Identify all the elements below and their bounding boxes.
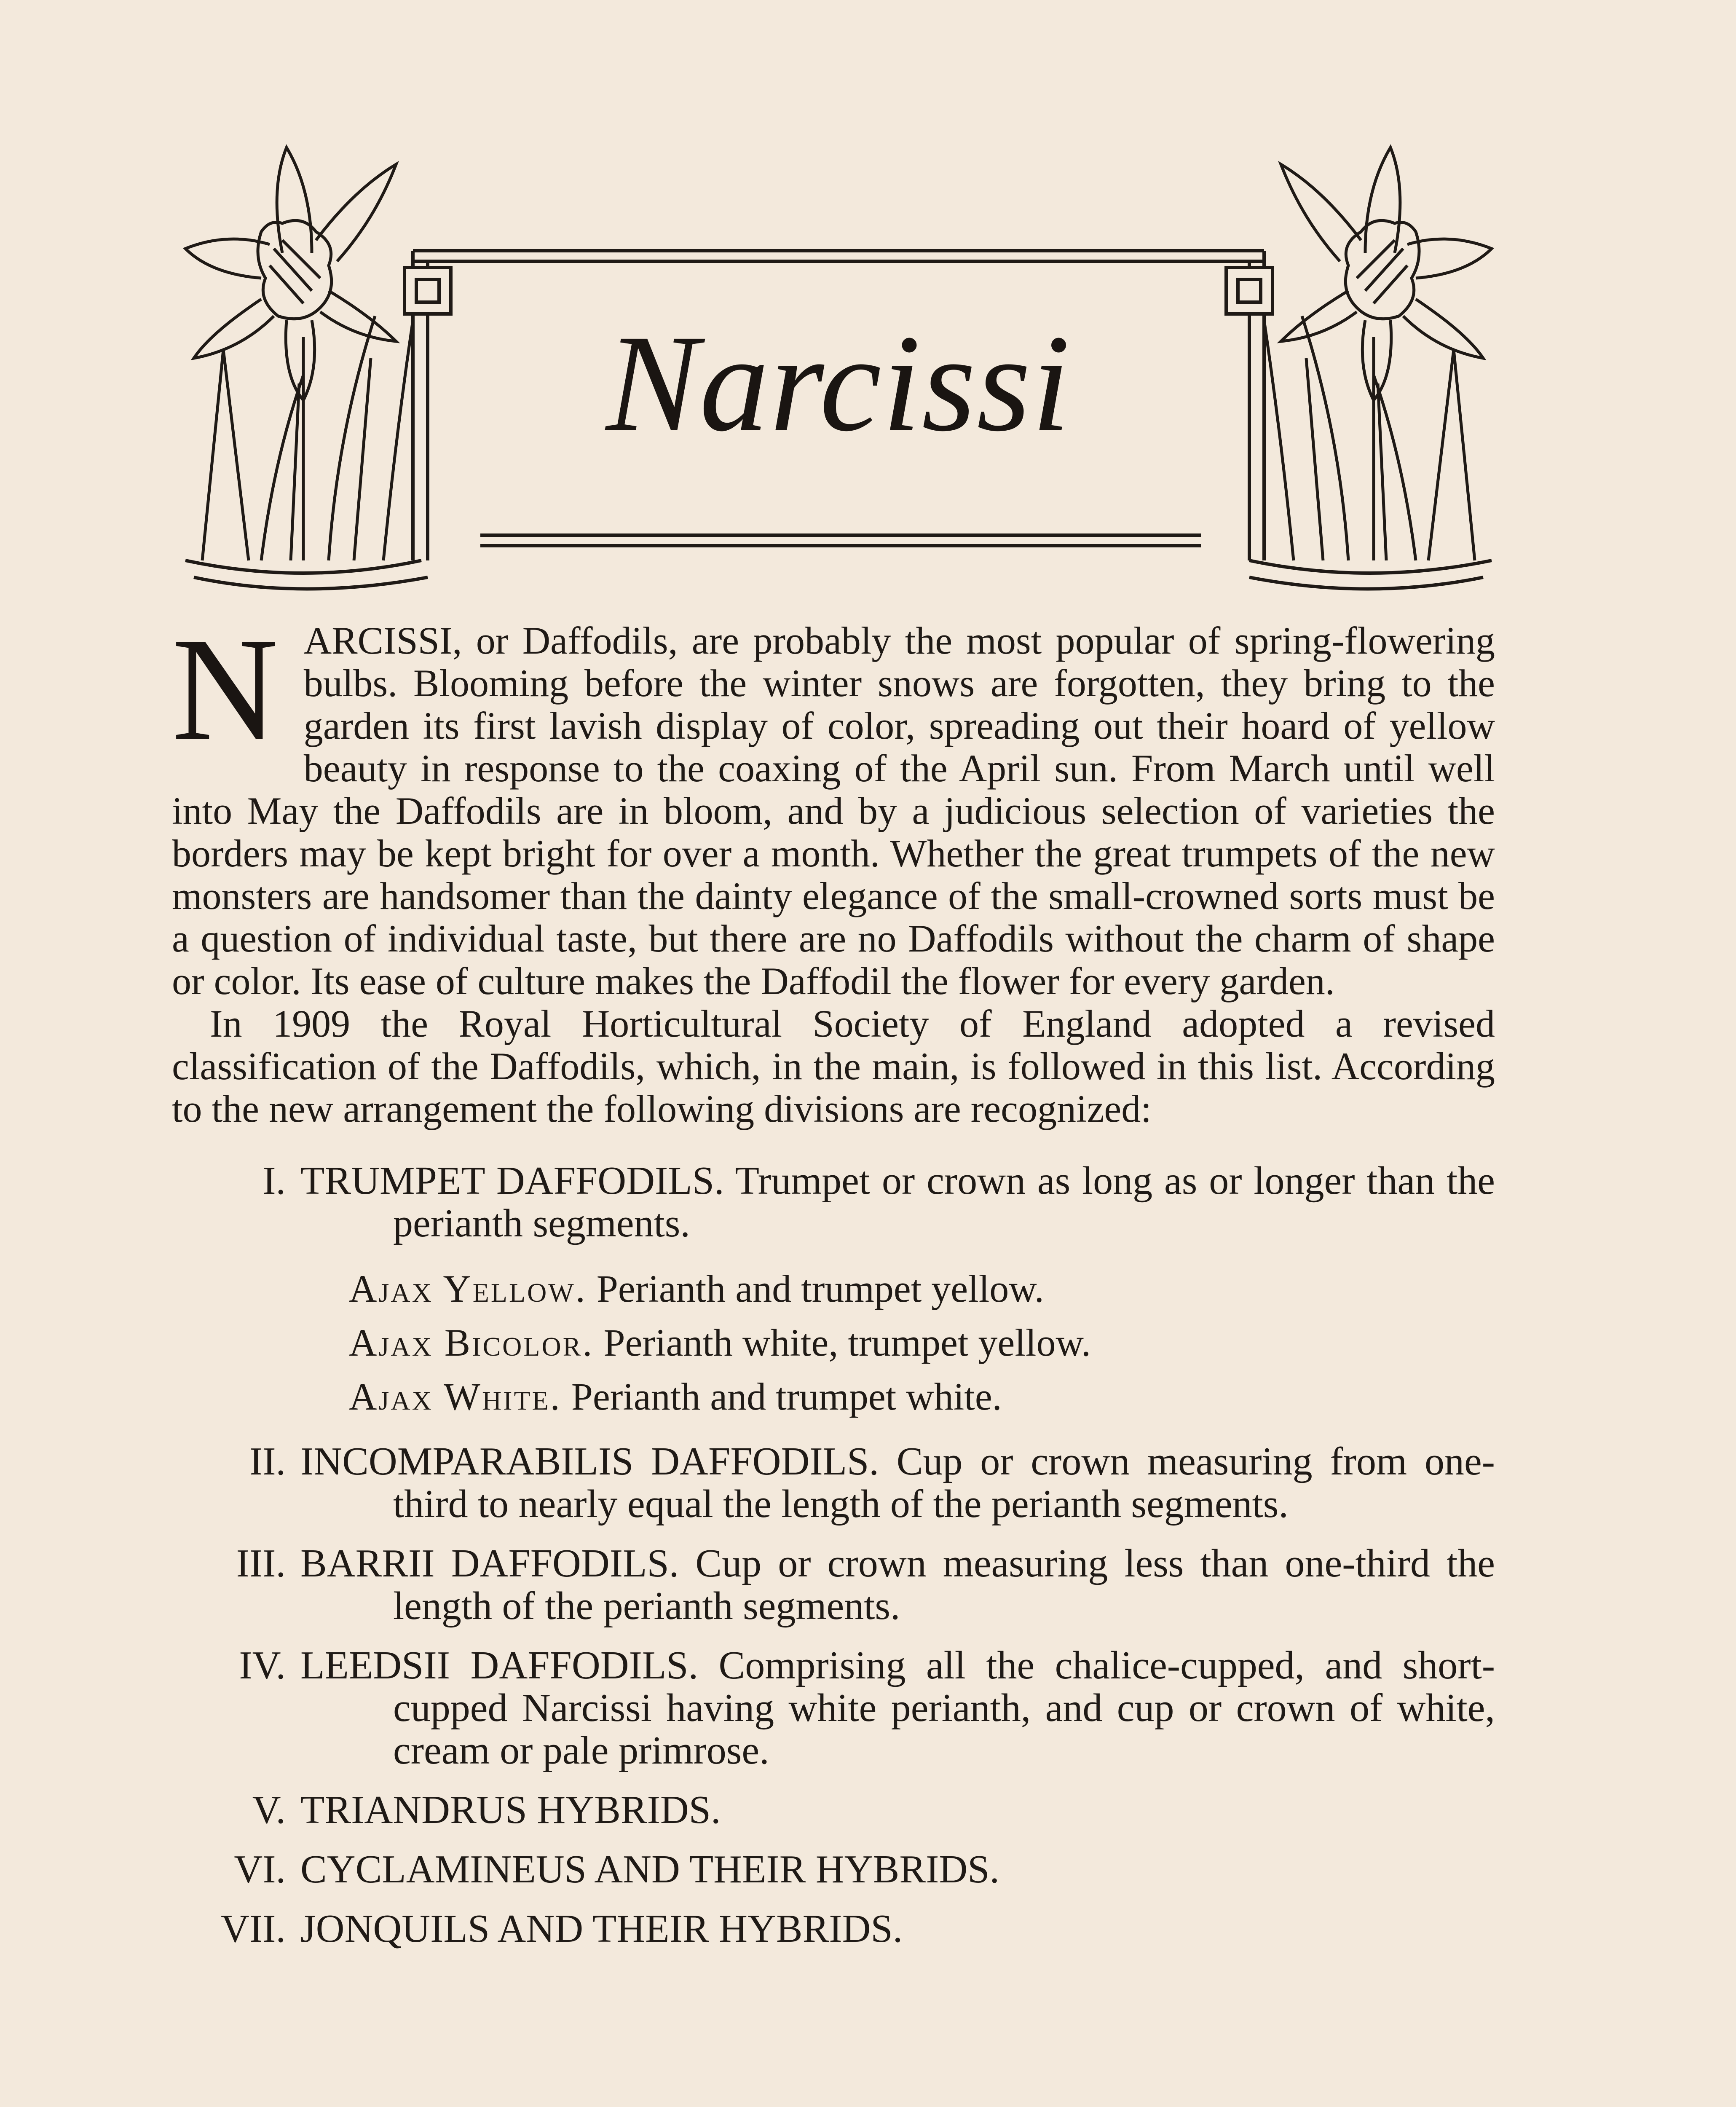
division-item <box>172 1160 1495 1245</box>
drop-cap: N <box>172 607 279 771</box>
division-numeral: II. <box>249 1440 286 1483</box>
division-text: INCOMPARABILIS DAFFODILS. Cup or crown measuring from one-third to nearly equal the length of the perianth segments. <box>300 1440 1495 1526</box>
division-item <box>172 1848 1495 1891</box>
subdivision-item <box>172 1370 1495 1423</box>
division-item <box>172 1644 1495 1772</box>
division-text: BARRII DAFFODILS. Cup or crown measuring less than one-third the length of the perianth segments. <box>300 1541 1495 1628</box>
division-numeral: I. <box>263 1159 286 1203</box>
division-text: TRUMPET DAFFODILS. Trumpet or crown as long as or longer than the perianth segments. <box>300 1159 1495 1245</box>
division-numeral: VI. <box>234 1847 286 1891</box>
division-item <box>172 1440 1495 1525</box>
division-numeral: III. <box>236 1541 286 1585</box>
division-numeral: VII. <box>221 1907 286 1951</box>
division-numeral: IV. <box>239 1643 286 1687</box>
subdivision-desc: Perianth and trumpet yellow. <box>596 1267 1044 1310</box>
header-ornament <box>177 139 1500 632</box>
subdivision-item <box>172 1262 1495 1316</box>
subdivision-desc: Perianth and trumpet white. <box>571 1375 1002 1418</box>
subdivision-name: Ajax White. <box>349 1375 562 1418</box>
division-item <box>172 1789 1495 1831</box>
intro-text: ARCISSI, or Daffodils, are probably the most popular of spring-flowering bulbs. Blooming before the winter snows are forgotten, they bring to the garden its first lavish display of color, spreading out their hoard of yellow beauty in response to the coaxing of the April sun. From March until well into May the Daffodils are in bloom, and by a judicious selection of varieties the borders may be kept bright for over a month. Whether the great trumpets of the new monsters are handsomer than the dainty elegance of the small-crowned sorts must be a question of individual taste, but there are no Daffodils without the charm of shape or color. Its ease of culture makes the Daffodil the flower for every garden. <box>172 619 1495 1003</box>
body-text <box>172 607 1495 1967</box>
divisions-list <box>172 1160 1495 1950</box>
subdivision-name: Ajax Yellow. <box>349 1267 587 1310</box>
subdivision-item <box>172 1316 1495 1370</box>
division-item <box>172 1542 1495 1627</box>
division-numeral: V. <box>252 1788 286 1832</box>
division-text: TRIANDRUS HYBRIDS. <box>300 1788 721 1832</box>
intro-paragraph <box>172 607 1495 1003</box>
division-text: CYCLAMINEUS AND THEIR HYBRIDS. <box>300 1847 1000 1891</box>
page-title: Narcissi <box>606 306 1071 460</box>
division-text: JONQUILS AND THEIR HYBRIDS. <box>300 1907 903 1951</box>
division-text: LEEDSII DAFFODILS. Comprising all the chalice-cupped, and short-cupped Narcissi having white perianth, and cup or crown of white, cream or pale primrose. <box>300 1643 1495 1772</box>
subdivision-desc: Perianth white, trumpet yellow. <box>603 1321 1091 1364</box>
division-item <box>172 1908 1495 1950</box>
subdivision-name: Ajax Bicolor. <box>349 1321 594 1364</box>
classification-paragraph: In 1909 the Royal Horticultural Society of England adopted a revised classification of the Daffodils, which, in the main, is followed in this list. According to the new arrangement the following divisions are recognized: <box>172 1002 1495 1130</box>
